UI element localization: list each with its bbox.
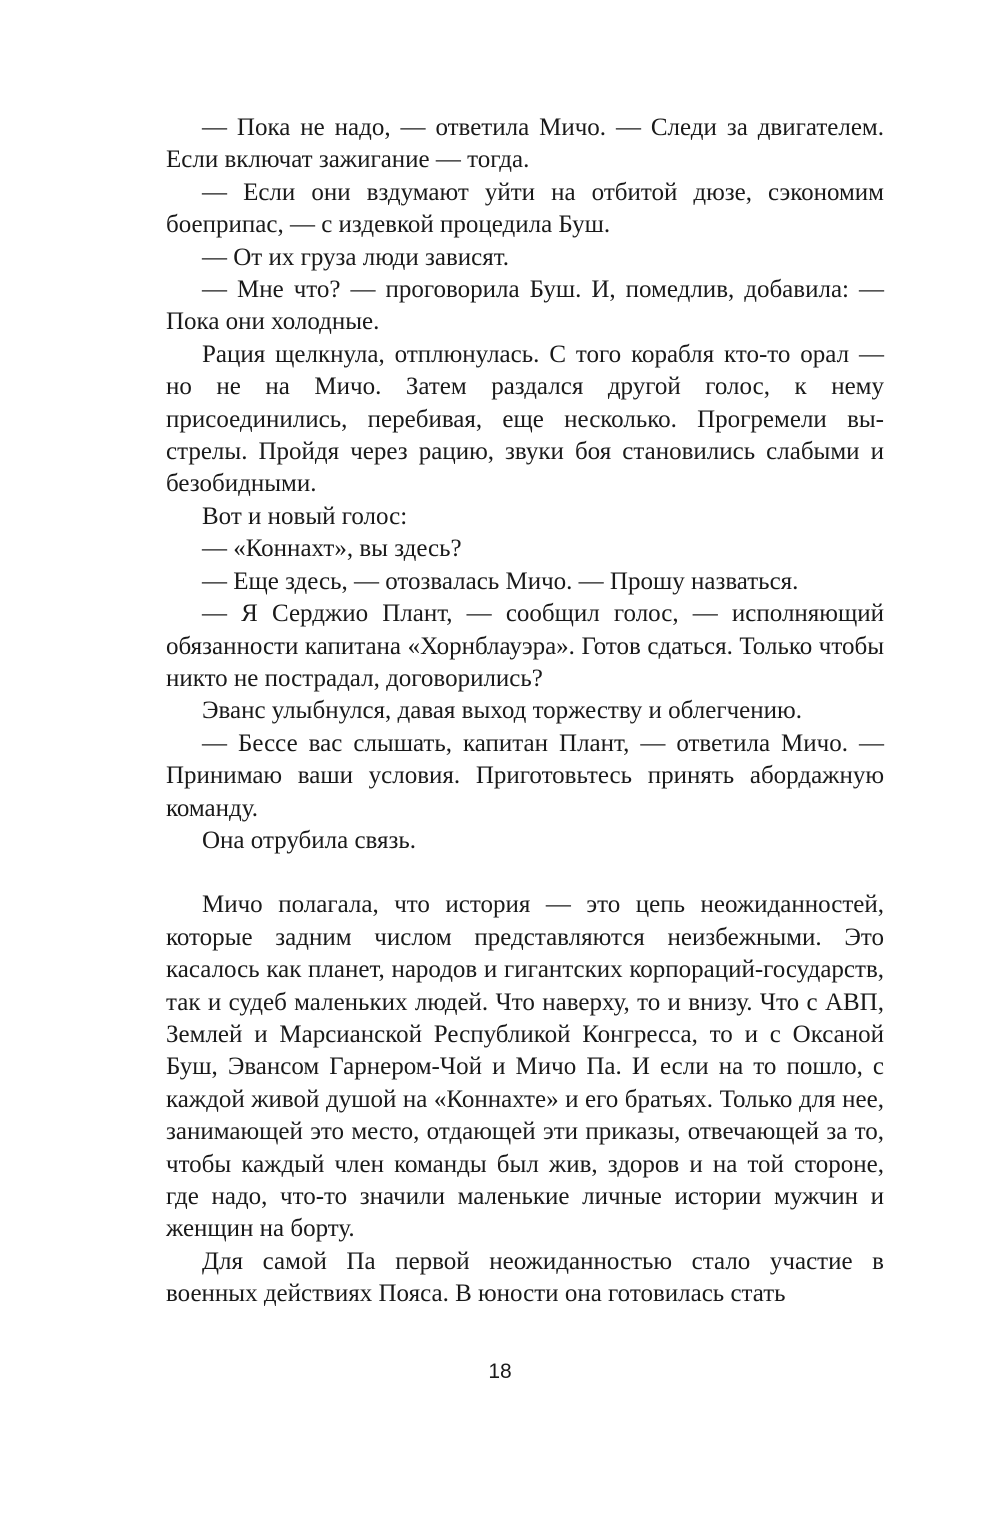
paragraph-9: — Я Серджио Плант, — сообщил голос, — исполняющий обязанности капитана «Хорнблауэра». Готов сдаться. Только чтобы никто не пострадал, договорились?: [166, 600, 884, 692]
page-number: 18: [488, 1360, 512, 1383]
paragraph-8: — Еще здесь, — отозвалась Мичо. — Прошу назваться.: [202, 567, 799, 595]
paragraph-11: — Бессе вас слышать, капитан Плант, — ответила Мичо. — Принимаю ваши условия. Приготовьтесь принять абордажную команду.: [166, 729, 884, 822]
paragraph-10: Эванс улыбнулся, давая выход торжеству и облегчению.: [202, 697, 802, 725]
paragraph-14: Для самой Па первой неожиданностью стало участие в военных действиях Пояса. В юности она готовилась стать: [166, 1247, 884, 1308]
section-break: [166, 857, 884, 889]
paragraph-13: Мичо полагала, что история — это цепь неожиданностей, которые задним числом представляются неизбежными. Это касалось как планет, народов и гигантских корпораций-государств, так и судеб маленьких людей. Что наверху, то и внизу. Что с АВП, Землей и Марсианской Республикой Конгресса, то и с Оксаной Буш, Эвансом Гарнером-Чой и Мичо Па. И если на то пошло, с каждой живой душой на «Коннахте» и его братьях. Только для нее, занимающей это место, отдающей эти приказы, отвечающей за то, чтобы каждый член команды был жив, здоров и на той стороне, где надо, что-то значили маленькие личные истории мужчин и женщин на борту.: [166, 891, 884, 1243]
paragraph-5: Рация щелкнула, отплюнулась. С того корабля кто-то орал — но не на Мичо. Затем раздался другой голос, к нему присоединились, перебивая, еще несколько. Прогремели выстрелы. Пройдя через рацию, звуки боя становились слабыми и безобидными.: [166, 340, 884, 498]
paragraph-6: Вот и новый голос:: [202, 502, 408, 530]
paragraph-4: — Мне что? — проговорила Буш. И, помедлив, добавила: — Пока они холодные.: [166, 276, 884, 336]
paragraph-1: — Пока не надо, — ответила Мичо. — Следи за двигателем. Если включат зажигание — тогда.: [166, 114, 884, 174]
paragraph-12: Она отрубила связь.: [202, 826, 417, 854]
paragraph-7: — «Коннахт», вы здесь?: [202, 535, 462, 563]
paragraph-2: — Если они вздумают уйти на отбитой дюзе, сэкономим боеприпас, — с издевкой процедила Буш.: [166, 178, 884, 239]
paragraph-3: — От их груза люди зависят.: [202, 243, 510, 271]
page-body: [166, 112, 884, 1311]
